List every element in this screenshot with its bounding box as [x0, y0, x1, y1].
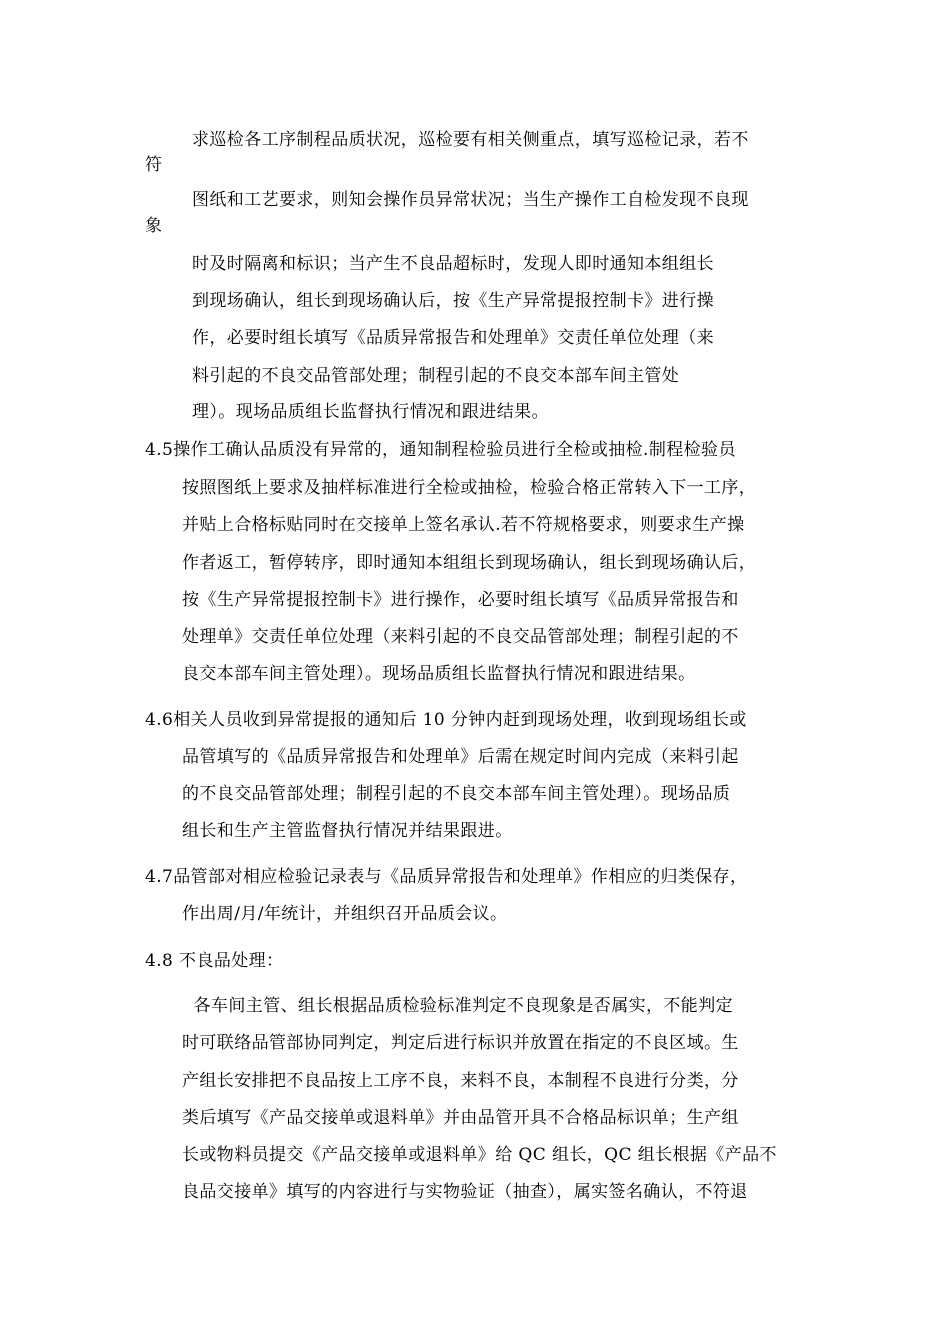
section-first-line: 不良品处理：	[173, 951, 284, 971]
body-line: 各车间主管、组长根据品质检验标准判定不良现象是否属实，不能判定	[182, 996, 734, 1016]
body-line: 料引起的不良交品管部处理；制程引起的不良交本部车间主管处	[192, 366, 680, 386]
body-line: 处理单》交责任单位处理（来料引起的不良交品管部处理；制程引起的不	[182, 627, 739, 647]
section-number: 4.8	[145, 951, 174, 971]
body-line: 符	[145, 155, 163, 175]
body-line: 组长和生产主管监督执行情况并结果跟进。	[182, 821, 513, 841]
section-first-line: 相关人员收到异常提报的通知后 10 分钟内赶到现场处理，收到现场组长或	[173, 710, 747, 730]
body-line: 并贴上合格标贴同时在交接单上签名承认.若不符规格要求，则要求生产操	[182, 515, 745, 535]
body-line: 作出周/月/年统计，并组织召开品质会议。	[182, 904, 508, 924]
body-line: 作者返工，暂停转序，即时通知本组组长到现场确认，组长到现场确认后，	[182, 553, 757, 573]
body-line: 类后填写《产品交接单或退料单》并由品管开具不合格品标识单；生产组	[182, 1108, 739, 1128]
body-line: 到现场确认，组长到现场确认后，按《生产异常提报控制卡》进行操	[192, 291, 714, 311]
body-line: 理）。现场品质组长监督执行情况和跟进结果。	[192, 402, 549, 422]
section-first-line: 品管部对相应检验记录表与《品质异常报告和处理单》作相应的归类保存，	[173, 867, 748, 887]
body-line: 时及时隔离和标识；当产生不良品超标时，发现人即时通知本组组长	[192, 254, 714, 274]
section-4-5-heading	[145, 440, 736, 460]
section-4-7-heading	[145, 867, 747, 887]
body-line: 求巡检各工序制程品质状况，巡检要有相关侧重点，填写巡检记录，若不	[192, 130, 749, 150]
body-line: 按照图纸上要求及抽样标准进行全检或抽检，检验合格正常转入下一工序，	[182, 478, 757, 498]
section-number: 4.7	[145, 867, 174, 887]
body-line: 长或物料员提交《产品交接单或退料单》给 QC 组长，QC 组长根据《产品不	[182, 1145, 777, 1165]
section-4-8-heading	[145, 951, 283, 971]
body-line: 的不良交品管部处理；制程引起的不良交本部车间主管处理）。现场品质	[182, 784, 731, 804]
body-line: 时可联络品管部协同判定，判定后进行标识并放置在指定的不良区域。生	[182, 1033, 739, 1053]
body-line: 产组长安排把不良品按上工序不良，来料不良，本制程不良进行分类，分	[182, 1071, 739, 1091]
section-number: 4.6	[145, 710, 174, 730]
body-line: 品管填写的《品质异常报告和处理单》后需在规定时间内完成（来料引起	[182, 747, 739, 767]
body-line: 良交本部车间主管处理）。现场品质组长监督执行情况和跟进结果。	[182, 664, 696, 684]
body-line: 作，必要时组长填写《品质异常报告和处理单》交责任单位处理（来	[192, 328, 714, 348]
section-number: 4.5	[145, 440, 174, 460]
body-line: 图纸和工艺要求，则知会操作员异常状况；当生产操作工自检发现不良现	[192, 190, 749, 210]
body-line: 按《生产异常提报控制卡》进行操作，必要时组长填写《品质异常报告和	[182, 590, 739, 610]
body-line: 象	[145, 216, 163, 236]
section-4-6-heading	[145, 710, 747, 730]
section-first-line: 操作工确认品质没有异常的，通知制程检验员进行全检或抽检.制程检验员	[173, 440, 736, 460]
body-line: 良品交接单》填写的内容进行与实物验证（抽查），属实签名确认，不符退	[182, 1182, 748, 1202]
